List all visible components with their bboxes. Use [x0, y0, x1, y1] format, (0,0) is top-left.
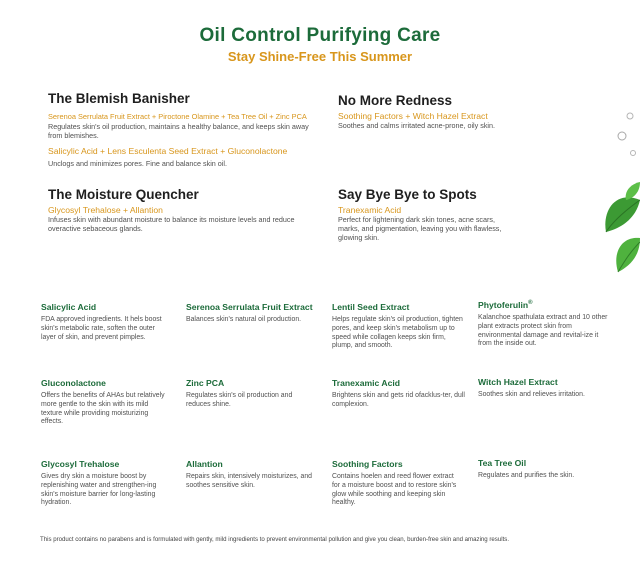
- ingredient-name: Allantion: [186, 459, 223, 469]
- feature-heading: The Blemish Banisher: [48, 91, 190, 106]
- ingredient-item: [186, 459, 321, 491]
- registered-mark: ®: [528, 300, 533, 307]
- ingredient-description: Contains hoelen and reed flower extract for a moisture boost and to restore skin's glow while soothing and keeping skin healthy.: [332, 473, 457, 507]
- ingredient-name: Witch Hazel Extract: [478, 377, 558, 387]
- feature-subheading: Salicylic Acid + Lens Esculenta Seed Extract + Gluconolactone: [48, 146, 288, 156]
- feature-heading: Say Bye Bye to Spots: [338, 187, 477, 202]
- footer-note: This product contains no parabens and is formulated with gently, mild ingredients to prevent environmental pollution and give you clean, burden-free skin and amazing results.: [40, 536, 510, 543]
- feature-description: Soothes and calms irritated acne-prone, oily skin.: [338, 121, 496, 130]
- feature-moisture: [48, 187, 328, 233]
- feature-heading: No More Redness: [338, 93, 453, 108]
- ingredient-name: Lentil Seed Extract: [332, 302, 410, 312]
- ingredient-name: Tranexamic Acid: [332, 378, 400, 388]
- feature-redness: [338, 93, 558, 130]
- feature-subheading: Glycosyl Trehalose + Allantion: [48, 205, 163, 215]
- page-title: Oil Control Purifying Care: [199, 25, 441, 46]
- ingredient-item: [332, 459, 457, 508]
- ingredient-description: FDA approved ingredients. It hels boost skin's metabolic rate, soften the outer layer of skin, and prevent pimples.: [41, 316, 162, 341]
- ingredient-item: [186, 302, 326, 325]
- ingredient-name: Soothing Factors: [332, 459, 403, 469]
- leaf-icon: [596, 180, 640, 280]
- ingredient-name: Tea Tree Oil: [478, 458, 527, 468]
- feature-description: Unclogs and minimizes pores. Fine and balance skin oil.: [48, 159, 227, 168]
- feature-subheading: Tranexamic Acid: [338, 205, 402, 215]
- feature-description: Infuses skin with abundant moisture to balance its moisture levels and reduce overactive sebaceous glands.: [48, 215, 295, 233]
- ingredient-description: Regulates and purifies the skin.: [478, 472, 575, 479]
- ingredient-name: Zinc PCA: [186, 378, 225, 388]
- feature-subheading: Serenoa Serrulata Fruit Extract + Piroctone Olamine + Tea Tree Oil + Zinc PCA: [48, 112, 307, 121]
- ingredient-name: Glycosyl Trehalose: [41, 459, 120, 469]
- ingredient-item: [478, 377, 613, 400]
- feature-spots: [338, 187, 528, 242]
- ingredient-description: Offers the benefits of AHAs but relatively more gentle to the skin with its mild texture while providing moisturizing effects.: [41, 392, 165, 426]
- ingredient-name: Phytoferulin®: [478, 300, 533, 310]
- ingredient-description: Gives dry skin a moisture boost by replenishing water and strengthen-ing skin's moisture barrier for long-lasting hydration.: [41, 473, 157, 507]
- water-droplet-icon: [604, 108, 640, 164]
- ingredient-description: Brightens skin and gets rid ofacklus-ter, dull complexion.: [332, 392, 465, 408]
- feature-description: Regulates skin's oil production, maintains a healthy balance, and keeps skin away from blemishes.: [48, 122, 309, 140]
- page-subtitle: Stay Shine-Free This Summer: [227, 49, 413, 64]
- ingredient-item: [478, 458, 608, 481]
- ingredient-description: Soothes skin and relieves irritation.: [478, 391, 585, 398]
- ingredient-item: [332, 378, 467, 410]
- ingredient-description: Helps regulate skin's oil production, tighten pores, and keep skin's metabolism up to speed while collagen keeps skin firm, plump, and smooth.: [332, 316, 463, 350]
- ingredient-description: Repairs skin, intensively moisturizes, and soothes sensitive skin.: [186, 473, 312, 489]
- ingredient-name: Serenoa Serrulata Fruit Extract: [186, 302, 313, 312]
- ingredient-name: Salicylic Acid: [41, 302, 97, 312]
- ingredient-description: Kalanchoe spathulata extract and 10 other plant extracts protect skin from environmental damage and revital-ize it from the inside out.: [478, 314, 608, 348]
- feature-description: Perfect for lightening dark skin tones, acne scars, marks, and pigmentation, leaving you with flawless, glowing skin.: [338, 215, 502, 242]
- ingredient-name: Gluconolactone: [41, 378, 106, 388]
- ingredient-description: Regulates skin's oil production and reduces shine.: [186, 392, 293, 408]
- feature-subheading: Soothing Factors + Witch Hazel Extract: [338, 111, 488, 121]
- ingredient-item: [332, 302, 464, 351]
- ingredient-item: [186, 378, 311, 410]
- feature-blemish: [48, 91, 338, 168]
- ingredient-item: [478, 300, 608, 349]
- ingredient-item: [41, 378, 166, 427]
- feature-heading: The Moisture Quencher: [48, 187, 199, 202]
- ingredient-item: [41, 302, 166, 342]
- ingredient-description: Balances skin's natural oil production.: [186, 316, 302, 323]
- ingredient-item: [41, 459, 166, 508]
